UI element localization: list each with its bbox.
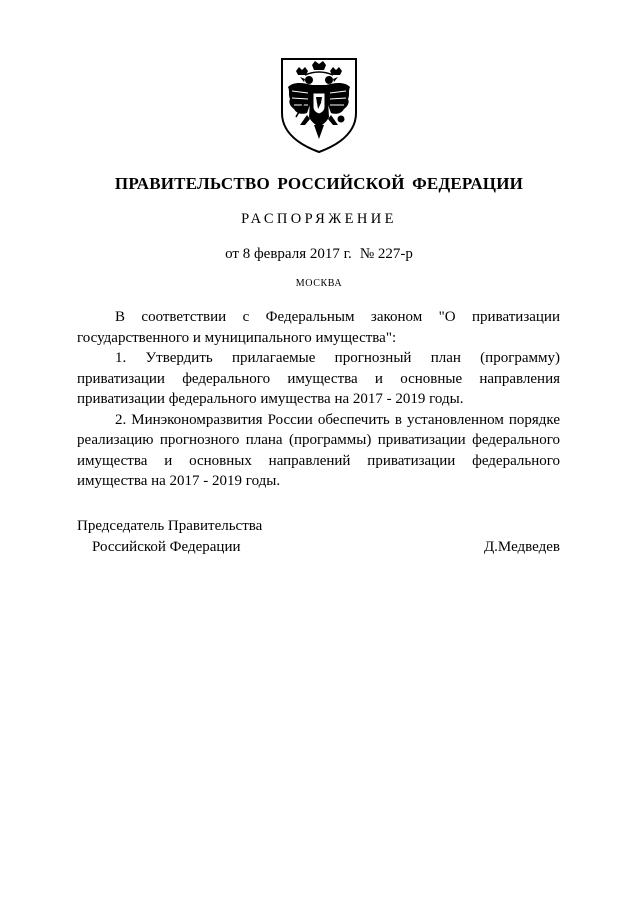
document-body (77, 307, 560, 492)
paragraph-item-2: 2. Минэкономразвития России обеспечить в установленном порядке реализацию прогнозного плана (программы) приватизации федерального имущества и основных направлений приватизации федерального имущества на 2017 - 2019 годы. (77, 411, 560, 489)
signatory-title-line2: Российской Федерации (92, 538, 241, 555)
document-date-line (0, 246, 638, 263)
paragraph-preamble: В соответствии с Федеральным законом "О приватизации государственного и муниципального имущества": (77, 309, 560, 346)
signatory-title-line1: Председатель Правительства (77, 518, 263, 534)
document-number: № 227-р (359, 246, 413, 262)
city: МОСКВА (295, 278, 343, 289)
signatory-name: Д.Медведев (483, 538, 560, 555)
signatory-title (77, 516, 262, 557)
document-date: от 8 февраля 2017 г. (225, 246, 352, 262)
document-type: РАСПОРЯЖЕНИЕ (241, 211, 397, 227)
government-title: ПРАВИТЕЛЬСТВО РОССИЙСКОЙ ФЕДЕРАЦИИ (114, 174, 524, 193)
russian-coat-of-arms-icon (274, 55, 364, 155)
paragraph-item-1: 1. Утвердить прилагаемые прогнозный план (программу) приватизации федерального имущества и основные направления приватизации федерального имущества на 2017 - 2019 годы. (77, 350, 560, 407)
